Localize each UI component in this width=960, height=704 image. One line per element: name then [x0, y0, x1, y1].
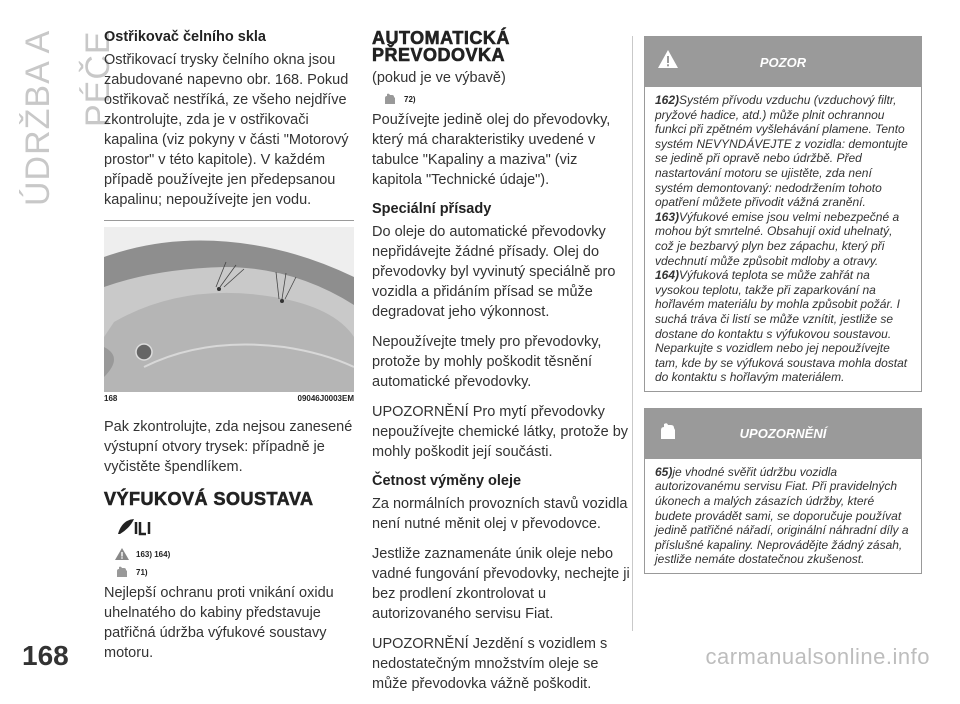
paragraph: Nepoužívejte tmely pro převodovky, protože by mohly poškodit těsnění automatické převodovky.: [372, 334, 602, 390]
figure-code: 09046J0003EM: [297, 394, 354, 403]
car-hood-illustration: [104, 227, 354, 392]
item-number: 163): [655, 209, 680, 224]
reference-numbers: 163) 164): [136, 549, 171, 559]
box-header: [645, 37, 921, 87]
divider: [104, 220, 354, 221]
box-body: [645, 87, 921, 391]
caution-box-upozorneni: [644, 408, 922, 574]
eco-icon: [116, 516, 354, 543]
leaf-logo-icon: [116, 516, 156, 538]
reference-line: [114, 565, 354, 579]
box-title: POZOR: [759, 54, 807, 70]
paragraph: Nejlepší ochranu proti vnikání oxidu uhelnatého do kabiny představuje patřičná údržba výfukové soustavy motoru.: [104, 585, 334, 661]
warning-triangle-icon: [657, 49, 679, 69]
paragraph: UPOZORNĚNÍ Pro mytí převodovky nepoužívejte chemické látky, protože by mohly poškodit její součásti.: [372, 404, 629, 460]
column-divider: [632, 36, 633, 631]
heading-exhaust-system: VÝFUKOVÁ SOUSTAVA: [104, 489, 314, 509]
column-3: [644, 36, 922, 590]
warning-item: [655, 268, 913, 385]
item-number: 164): [655, 268, 680, 283]
item-number: 162): [655, 93, 680, 107]
paragraph: Do oleje do automatické převodovky nepřidávejte žádné přísady. Olej do převodovky byl vyvinutý speciálně pro vozidla a přidáním přísad se může degradovat jeho výkonnost.: [372, 224, 616, 320]
column-1: [104, 28, 354, 673]
item-number: 65): [655, 464, 673, 479]
heading-windshield-washer: Ostřikovač čelního skla: [104, 29, 266, 45]
warning-triangle-icon: [114, 547, 130, 561]
paragraph: Jestliže zaznamenáte únik oleje nebo vadné fungování převodovky, nechejte ji bez prodlení zkontrolovat u autorizovaného servisu Fiat.: [372, 546, 630, 622]
caution-hand-icon: [114, 565, 130, 579]
paragraph: Pak zkontrolujte, zda nejsou zanesené výstupní otvory trysek: případně je vyčistěte špendlíkem.: [104, 419, 353, 475]
item-text: Výfukové emise jsou velmi nebezpečné a mohou být smrtelné. Obsahují oxid uhelnatý, což je bezbarvý plyn bez zápachu, který při vdechnutí může způsobit mdloby a otravy.: [655, 209, 900, 268]
figure-number: 168: [104, 394, 118, 403]
figure-caption: [104, 394, 354, 403]
reference-numbers: 72): [404, 94, 416, 104]
reference-line: [114, 547, 354, 561]
watermark: carmanualsonline.info: [705, 644, 930, 669]
heading-special-additives: Speciální přísady: [372, 201, 492, 217]
caution-item: [655, 465, 913, 567]
paragraph: Za normálních provozních stavů vozidla není nutné měnit olej v převodovce.: [372, 496, 628, 532]
page-number: 168: [22, 640, 69, 671]
column-2: [372, 30, 630, 704]
heading-line: AUTOMATICKÁ: [372, 28, 510, 48]
reference-numbers: 71): [136, 567, 148, 577]
box-header: [645, 409, 921, 459]
warning-box-pozor: [644, 36, 922, 392]
box-title: UPOZORNĚNÍ: [739, 426, 827, 442]
heading-line: PŘEVODOVKA: [372, 45, 506, 65]
box-body: [645, 459, 921, 573]
item-text: Systém přívodu vzduchu (vzduchový filtr, pryžové hadice, atd.) může plnit ochrannou funkci při zpětném vyšlehávání plamene. Tento systém NEVYNDÁVEJTE z vozidla: demontujte se jedině při opravě nebo údržbě. Před nastartování motoru se ujistěte, zda není systém demontovaný: nedodržením tohoto opatření můžete přivodit vážná zranění.: [655, 93, 908, 210]
caution-hand-icon: [657, 421, 679, 441]
paragraph: UPOZORNĚNÍ Jezdění s vozidlem s nedostatečným množstvím oleje se může převodovka vážně poškodit.: [372, 636, 608, 692]
warning-item: [655, 210, 913, 268]
paragraph: Ostřikovací trysky čelního okna jsou zabudované napevno obr. 168. Pokud ostřikovač nestříká, ze všeho nejdříve zkontrolujte, zda je v ostřikovači kapalina (viz pokyny v části "Motorový prostor" v této kapitole). V každém případě používejte jen předepsanou kapalinu; nepoužívejte jen vodu.: [104, 52, 349, 208]
item-text: Výfuková teplota se může zahřát na vysokou teplotu, takže při zaparkování na hořlavém materiálu by mohla způsobit požár. I suchá tráva či listí se může vznítit, jestliže se dostane do kontaktu s výfukovou soustavou. Neparkujte s vozidlem nebo jej nepoužívejte tam, kde by se výfuková soustava mohla dostat do kontaktu s hořlavým materiálem.: [655, 268, 908, 385]
car-hood-figure: [104, 227, 354, 392]
heading-oil-change-interval: Četnost výměny oleje: [372, 473, 522, 489]
caution-hand-icon: [382, 92, 398, 106]
reference-line: [382, 92, 630, 106]
subtitle: (pokud je ve výbavě): [372, 70, 506, 86]
item-text: je vhodné svěřit údržbu vozidla autorizovanému servisu Fiat. Při pravidelných úkonech a malých zásazích údržby, které budete provádět sami, se doporučuje používat jedině patřičné nářadí, originální náhradní díly a příslušné kapaliny. Neprovádějte žádný zásah, jestliže nemáte dostatečnou zkušenost.: [655, 464, 909, 567]
section-side-title: ÚDRŽBA A PÉČE: [19, 30, 117, 207]
warning-item: [655, 93, 913, 210]
heading-automatic-transmission: [372, 30, 630, 64]
paragraph: Používejte jedině olej do převodovky, který má charakteristiky uvedené v tabulce "Kapaliny a maziva" (viz kapitola "Technické údaje").: [372, 112, 611, 188]
